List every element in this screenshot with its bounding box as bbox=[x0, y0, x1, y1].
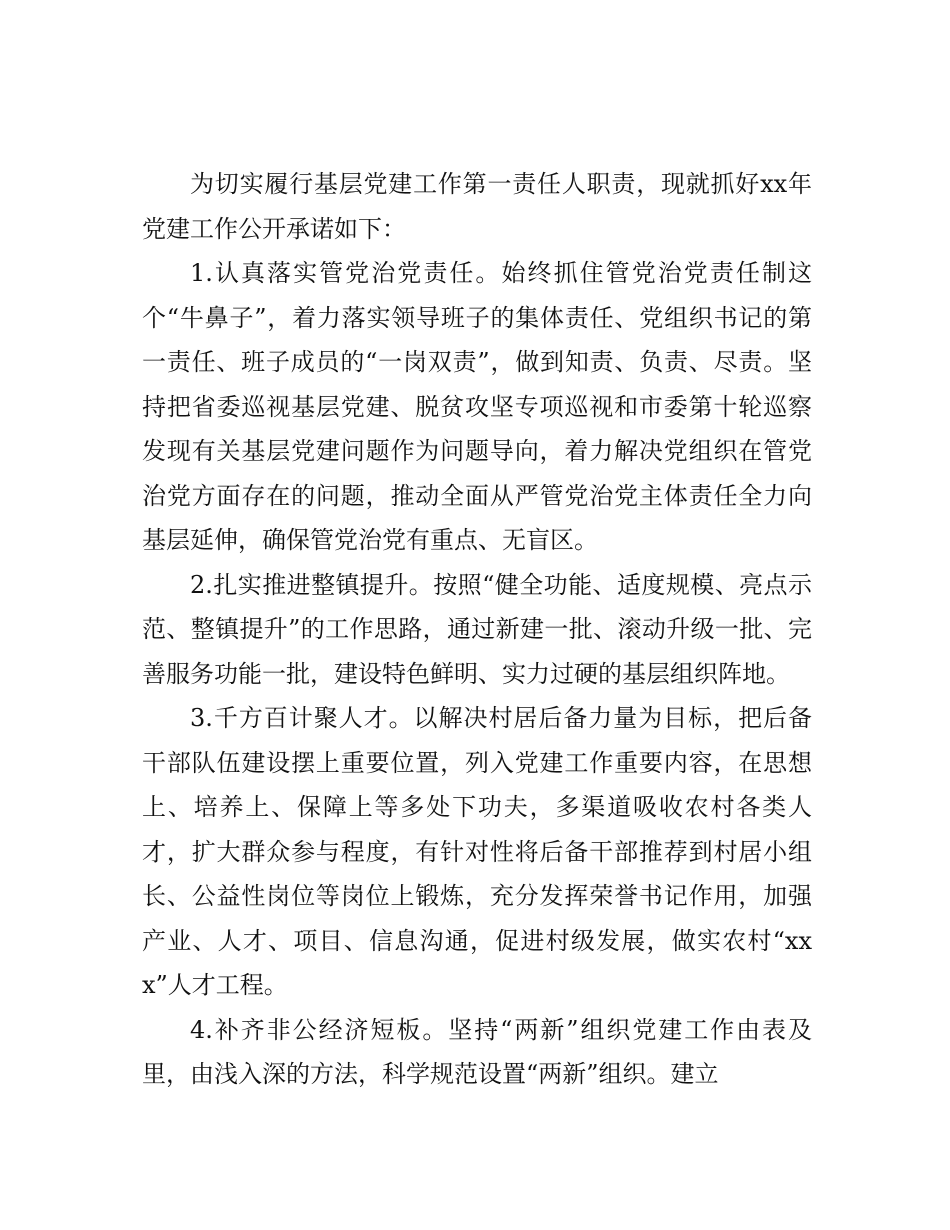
paragraph-4-non-public-economy: 4.补齐非公经济短板。坚持“两新”组织党建工作由表及里，由浅入深的方法，科学规范设置“两新”组织。建立 bbox=[142, 1015, 812, 1088]
paragraph-2-town-improvement: 2.扎实推进整镇提升。按照“健全功能、适度规模、亮点示范、整镇提升”的工作思路，通过新建一批、滚动升级一批、完善服务功能一批，建设特色鲜明、实力过硬的基层组织阵地。 bbox=[142, 570, 812, 688]
paragraph-3-talent-gathering: 3.千方百计聚人才。以解决村居后备力量为目标，把后备干部队伍建设摆上重要位置，列入党建工作重要内容，在思想上、培养上、保障上等多处下功夫，多渠道吸收农村各类人才，扩大群众参与程度，有针对性将后备干部推荐到村居小组长、公益性岗位等岗位上锻炼，充分发挥荣誉书记作用，加强产业、人才、项目、信息沟通，促进村级发展，做实农村“xxx”人才工程。 bbox=[142, 704, 812, 999]
document-body bbox=[142, 162, 812, 1097]
paragraph-1-party-responsibility: 1.认真落实管党治党责任。始终抓住管党治党责任制这个“牛鼻子”，着力落实领导班子的集体责任、党组织书记的第一责任、班子成员的“一岗双责”，做到知责、负责、尽责。坚持把省委巡视基层党建、脱贫攻坚专项巡视和市委第十轮巡察发现有关基层党建问题作为问题导向，着力解决党组织在管党治党方面存在的问题，推动全面从严管党治党主体责任全力向基层延伸，确保管党治党有重点、无盲区。 bbox=[142, 259, 812, 554]
intro-paragraph: 为切实履行基层党建工作第一责任人职责，现就抓好xx年党建工作公开承诺如下： bbox=[142, 170, 812, 243]
